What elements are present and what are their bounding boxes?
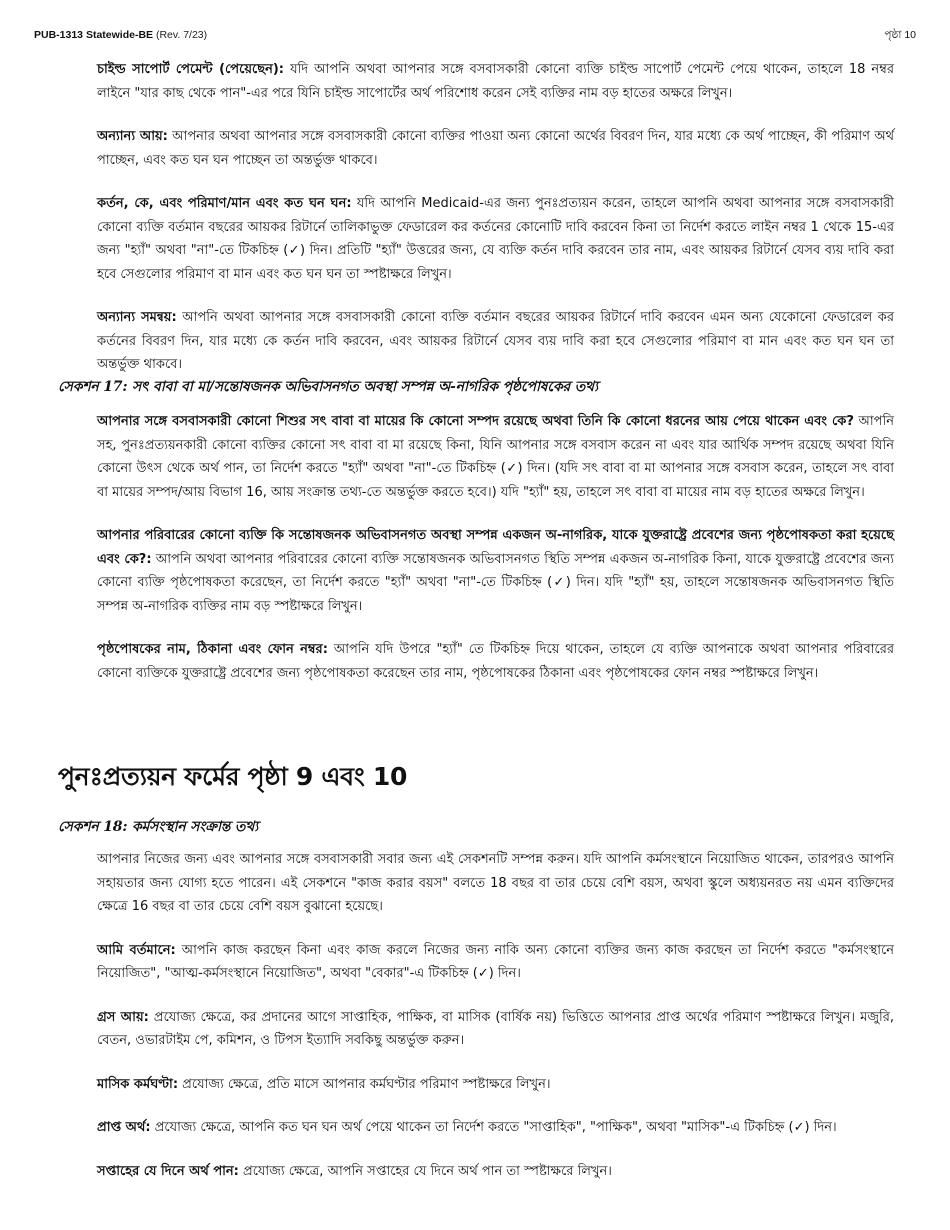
paragraph-text: প্রযোজ্য ক্ষেত্রে, প্রতি মাসে আপনার কর্মঘণ্টার পরিমাণ স্পষ্টাক্ষরে লিখুন। (178, 1076, 551, 1092)
paragraph-term: চাইল্ড সাপোর্ট পেমেন্ট (পেয়েছেন): (97, 62, 285, 77)
other-adjustments-paragraph (97, 306, 894, 377)
form-identifier (34, 29, 207, 41)
paragraph-term: অন্যান্য আয়: (97, 129, 168, 144)
pay-day-paragraph (97, 1160, 894, 1184)
section-18-content (97, 848, 894, 1203)
paragraph-term: পৃষ্ঠপোষকের নাম, ঠিকানা এবং ফোন নম্বর: (97, 642, 328, 657)
paragraph-term: কর্তন, কে, এবং পরিমাণ/মান এবং কত ঘন ঘন: (97, 196, 352, 211)
section-18-heading: সেকশন 18: কর্মসংস্থান সংক্রান্ত তথ্য (58, 819, 259, 835)
section-17-heading: সেকশন 17: সৎ বাবা বা মা/সন্তোষজনক অভিবাসনগত অবস্থা সম্পন্ন অ-নাগরিক পৃষ্ঠপোষকের তথ্য (58, 379, 598, 395)
section-18-intro: আপনার নিজের জন্য এবং আপনার সঙ্গে বসবাসকারী সবার জন্য এই সেকশনটি সম্পন্ন করুন। যদি আপনি কর্মসংস্থানে নিয়োজিত থাকেন, তারপরও আপনি সহায়তার জন্য যোগ্য হতে পারেন। এই সেকশনে "কাজ করার বয়স" বলতে 18 বছর বা তার চেয়ে বেশি বয়স, অথবা স্কুলে অধ্যয়নরত নয় এমন ব্যক্তিদের ক্ষেত্রে 16 বছর বা তার চেয়ে বেশি বয়স বুঝানো হয়েছে। (97, 852, 894, 914)
child-support-paragraph (97, 58, 894, 105)
paragraph-text: আপনি অথবা আপনার সঙ্গে বসবাসকারী কোনো ব্যক্তি বর্তমান বছরের আয়কর রিটার্নে দাবি করবেন এমন অন্য যেকোনো ফেডারেল কর কর্তনের বিবরণ দিন, যার মধ্যে কে কর্তন দাবি করবেন, এবং আয়কর রিটার্নে যেসব ব্যয় দাবি করা হবে সেগুলোর পরিমাণ বা মান এবং কত ঘন ঘন তা অন্তর্ভুক্ত থাকবে। (97, 310, 894, 372)
sponsor-info-paragraph (97, 638, 894, 685)
paid-frequency-paragraph (97, 1116, 894, 1140)
paragraph-term: আপনার পরিবারের কোনো ব্যক্তি কি সন্তোষজনক অভিবাসনগত অবস্থা সম্পন্ন একজন অ-নাগরিক, যাকে যুক্তরাষ্ট্রে প্রবেশের জন্য পৃষ্ঠপোষকতা করা হয়েছে এবং কে?: (97, 528, 894, 567)
gross-income-paragraph (97, 1006, 894, 1053)
currently-paragraph (97, 939, 894, 986)
paragraph-text: আপনার অথবা আপনার সঙ্গে বসবাসকারী কোনো ব্যক্তির পাওয়া অন্য কোনো অর্থের বিবরণ দিন, যার মধ্যে কে অর্থ পাচ্ছেন, কী পরিমাণ অর্থ পাচ্ছেন, এবং কত ঘন ঘন পাচ্ছেন তা অন্তর্ভুক্ত থাকবে। (97, 129, 894, 168)
paragraph-text: যদি আপনি অথবা আপনার সঙ্গে বসবাসকারী কোনো ব্যক্তি চাইল্ড সাপোর্ট পেমেন্ট পেয়ে থাকেন, তাহলে 18 নম্বর লাইনে "যার কাছ থেকে পান"-এর পরে যিনি চাইল্ড সাপোর্টের অর্থ পরিশোধ করেন সেই ব্যক্তির নাম বড় হাতের অক্ষরে লিখুন। (97, 62, 895, 101)
paragraph-term: অন্যান্য সমন্বয়: (97, 310, 177, 325)
paragraph-term: আপনার সঙ্গে বসবাসকারী কোনো শিশুর সৎ বাবা বা মায়ের কি কোনো সম্পদ রয়েছে অথবা তিনি কি কোনো ধরনের আয় পেয়ে থাকেন এবং কে? (97, 414, 854, 429)
running-header (34, 28, 916, 45)
deductions-paragraph (97, 192, 894, 286)
paragraph-term: মাসিক কর্মঘণ্টা: (97, 1076, 179, 1092)
paragraph-term: গ্রস আয়: (97, 1009, 149, 1025)
form-id: PUB-1313 Statewide-BE (34, 29, 154, 41)
paragraph-text: প্রযোজ্য ক্ষেত্রে, আপনি সপ্তাহের যে দিনে অর্থ পান তা স্পষ্টাক্ষরে লিখুন। (238, 1163, 612, 1179)
paragraph-term: আমি বর্তমানে: (97, 942, 176, 958)
paragraph-text: আপনি কাজ করছেন কিনা এবং কাজ করলে নিজের জন্য নাকি অন্য কোনো ব্যক্তির জন্য কাজ করছেন তা নির্দেশ করতে "কর্মসংস্থানে নিয়োজিত", "আত্ম-কর্মসংস্থানে নিয়োজিত", অথবা "বেকার"-এ টিকচিহ্ন (✓) দিন। (97, 942, 894, 981)
step-parent-paragraph (97, 410, 894, 504)
section-17-content (97, 410, 894, 705)
sponsored-noncitizen-paragraph (97, 524, 894, 618)
other-income-paragraph (97, 125, 894, 172)
paragraph-text: প্রযোজ্য ক্ষেত্রে, কর প্রদানের আগে সাপ্তাহিক, পাক্ষিক, বা মাসিক (বার্ষিক নয়) ভিত্তিতে আপনার প্রাপ্ত অর্থের পরিমাণ স্পষ্টাক্ষরে লিখুন। মজুরি, বেতন, ওভারটাইম পে, কমিশন, ও টিপস ইত্যাদি সবকিছু অন্তর্ভুক্ত করুন। (97, 1009, 894, 1048)
paragraph-text: যদি আপনি Medicaid-এর জন্য পুনঃপ্রত্যয়ন করেন, তাহলে আপনি অথবা আপনার সঙ্গে বসবাসকারী কোনো ব্যক্তি বর্তমান বছরের আয়কর রিটার্নে তালিকাভুক্ত ফেডারেল কর কর্তনের কোনোটি দাবি করবেন কিনা তা নির্দেশ করতে লাইন নম্বর 1 থেকে 15-এর জন্য "হ্যাঁ" অথবা "না"-তে টিকচিহ্ন (✓) দিন। প্রতিটি "হ্যাঁ" উত্তরের জন্য, যে ব্যক্তি কর্তন দাবি করবেন তার নাম, এবং আয়কর রিটার্নে যেসব ব্যয় দাবি করা হবে সেগুলোর পরিমাণ বা মান এবং কত ঘন ঘন তা স্পষ্টাক্ষরে লিখুন। (97, 196, 894, 282)
paragraph-text: আপনি সহ, পুনঃপ্রত্যয়নকারী কোনো ব্যক্তির কোনো সৎ বাবা বা মা রয়েছে কিনা, যিনি আপনার সঙ্গে বসবাস করেন না এবং যার আর্থিক সম্পদ রয়েছে অথবা যিনি কোনো উৎস থেকে অর্থ পান, তা নির্দেশ করতে "হ্যাঁ" অথবা "না"-তে টিকচিহ্ন (✓) দিন। (যদি সৎ বাবা বা মা আপনার সঙ্গে বসবাস করেন, তাহলে সৎ বাবা বা মায়ের সম্পদ/আয় বিভাগ 16, আয় সংক্রান্ত তথ্য-তে অন্তর্ভুক্ত করতে হবে।) যদি "হ্যাঁ" হয়, তাহলে সৎ বাবা বা মায়ের নাম বড় হাতের অক্ষরে লিখুন। (97, 414, 894, 500)
paragraph-text: প্রযোজ্য ক্ষেত্রে, আপনি কত ঘন ঘন অর্থ পেয়ে থাকেন তা নির্দেশ করতে "সাপ্তাহিক", "পাক্ষিক", অথবা "মাসিক"-এ টিকচিহ্ন (✓) দিন। (150, 1120, 837, 1135)
paragraph-text: আপনি অথবা আপনার পরিবারের কোনো ব্যক্তি সন্তোষজনক অভিবাসনগত স্থিতি সম্পন্ন একজন অ-নাগরিক কিনা, যাকে যুক্তরাষ্ট্রে প্রবেশের জন্য কোনো ব্যক্তি পৃষ্ঠপোষকতা করেছেন, তা নির্দেশ করতে "হ্যাঁ" অথবা "না"-তে টিকচিহ্ন (✓) দিন। যদি "হ্যাঁ" হয়, তাহলে সন্তোষজনক অভিবাসনগত স্থিতি সম্পন্ন অ-নাগরিক ব্যক্তির নাম বড় স্পষ্টাক্ষরে লিখুন। (97, 551, 894, 614)
monthly-hours-paragraph (97, 1073, 894, 1097)
part-title: পুনঃপ্রত্যয়ন ফর্মের পৃষ্ঠা 9 এবং 10 (58, 762, 408, 791)
paragraph-term: প্রাপ্ত অর্থ: (97, 1120, 151, 1135)
upper-content (97, 58, 894, 397)
revision-date: (Rev. 7/23) (155, 29, 208, 41)
page-number: পৃষ্ঠা 10 (884, 29, 916, 41)
paragraph-term: সপ্তাহের যে দিনে অর্থ পান: (97, 1163, 239, 1179)
paragraph-text: আপনি যদি উপরে "হ্যাঁ" তে টিকচিহ্ন দিয়ে থাকেন, তাহলে যে ব্যক্তি আপনাকে অথবা আপনার পরিবারের কোনো ব্যক্তিকে যুক্তরাষ্ট্রে প্রবেশের জন্য পৃষ্ঠপোষকতা করেছেন তার নাম, পৃষ্ঠপোষকের ঠিকানা এবং পৃষ্ঠপোষকের ফোন নম্বর স্পষ্টাক্ষরে লিখুন। (97, 642, 894, 681)
